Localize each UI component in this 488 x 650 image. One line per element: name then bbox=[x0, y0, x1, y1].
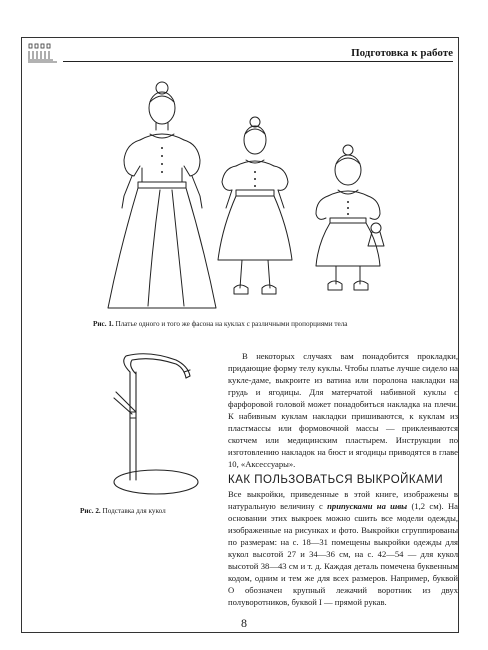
doll-lady-drawing bbox=[108, 82, 216, 308]
figure2-caption-text: Подставка для кукол bbox=[102, 507, 166, 515]
patterns-text-before: Все выкройки, приведенные в этой книге, изображены в натуральную величину с bbox=[228, 489, 458, 511]
running-header-title: Подготовка к работе bbox=[351, 47, 453, 59]
header-rule bbox=[63, 61, 453, 62]
figure1-caption bbox=[93, 320, 347, 328]
figure2-caption-label: Рис. 2. bbox=[80, 507, 101, 515]
body-paragraph-padding: В некоторых случаях вам понадобится прокладки, придающие форму телу куклы. Чтобы платье лучше сидело на кукле-даме, выкроите из ватина или поролона накладки на грудь и ягодицы. Для матерчатой набивной куклы с фарфоровой головой может понадобиться накладка на плечи. К набивным куклам накладки пришиваются, к куклам из пластмассы или формовочной массы — приклеиваются скотчем или медицинским пластырем. Инструкции по изготовлению накладок на бюст и ягодицы приводятся в главе 10, «Аксессуары». bbox=[228, 351, 458, 469]
publisher-logo-icon bbox=[27, 42, 59, 64]
figure-doll-stand-illustration bbox=[96, 352, 206, 500]
section-heading: КАК ПОЛЬЗОВАТЬСЯ ВЫКРОЙКАМИ bbox=[228, 474, 444, 486]
figure2-caption bbox=[80, 507, 166, 515]
page-number: 8 bbox=[241, 616, 247, 630]
patterns-emphasis: припусками на швы bbox=[327, 501, 408, 511]
figure1-caption-label: Рис. 1. bbox=[93, 320, 114, 328]
doll-child-drawing bbox=[316, 145, 384, 290]
doll-medium-drawing bbox=[218, 117, 292, 294]
body-paragraph-patterns bbox=[228, 488, 458, 608]
patterns-text-after: (1,2 см). На основании этих выкроек можно сшить все модели одежды, изображенные на рисунках и фото. Выкройки сгруппированы по размерам: на с. 18—31 помещены выкройки одежды для кукол высотой 27 и 34—36 см, на с. 42—54 — для кукол высотой 38—43 см и т. д. Каждая деталь помечена буквенным кодом, одним и тем же для всех размеров. Например, буквой О обозначен крупный лежачий воротник из двух полуворотников, буквой I — прямой рукав. bbox=[228, 501, 458, 607]
figure-dolls-illustration bbox=[90, 78, 410, 316]
figure1-caption-text: Платье одного и того же фасона на куклах с различными пропорциями тела bbox=[115, 320, 348, 328]
